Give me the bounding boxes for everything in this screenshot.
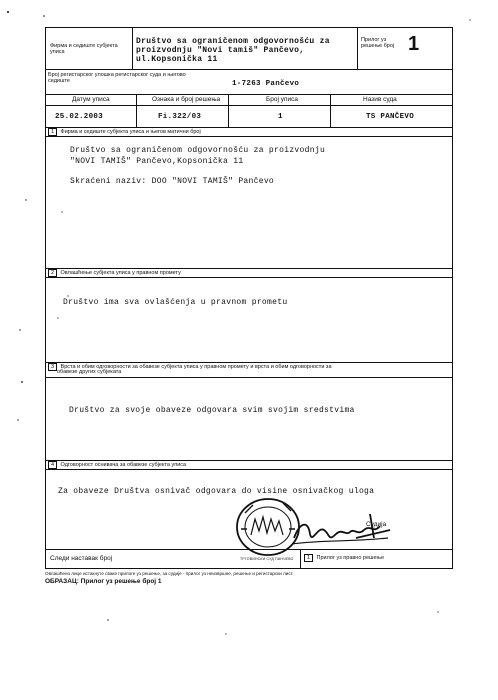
footer-sample: ОБРАЗАЦ: Прилог уз решење број 1 xyxy=(45,578,162,585)
section-1-number: 1 xyxy=(48,128,57,136)
footer-next-sheet: Следи наставак број xyxy=(50,555,113,562)
section-2-text: Društvo ima sva ovlašćenja u pravnom prometu xyxy=(63,298,288,307)
col-header-entry: Број уписа xyxy=(266,96,299,103)
footer-note: Овлашћено лице истакнуте сваке прилоге уз решење, за судије - прилог уз неизвршне, решење и регистарски лист. xyxy=(45,571,294,576)
section-3-label-line-1: Врста и обим одговорности за обавезе субјекта уписа у правном промету и врста и обим одговорности за xyxy=(60,364,332,370)
registry-value: 1-7263 Pančevo xyxy=(232,80,300,88)
section-3-number: 3 xyxy=(48,363,57,371)
section-4-text: Za obaveze Društva osnivač odgovara do visine osnivačkog uloga xyxy=(58,487,375,496)
col-header-court: Назив суда xyxy=(363,96,397,103)
attachment-label: Прилог уз решење број xyxy=(361,37,395,49)
section-2-number: 2 xyxy=(48,269,57,277)
section-1-line-1: Društvo sa ograničenom odgovornošću za proizvodnju xyxy=(70,146,326,155)
col-value-entry: 1 xyxy=(278,113,283,121)
section-4-number: 4 xyxy=(48,461,57,469)
stamp-text: ТРГОВИНСКИ СУД ПАНЧЕВО xyxy=(240,557,294,561)
col-header-date: Датум уписа xyxy=(72,96,110,103)
col-value-date: 25.02.2003 xyxy=(55,113,104,121)
header-left-label: Фирма и седиште субјекта уписа xyxy=(50,43,118,55)
footer-attachment-of-text: Прилог уз правно решење xyxy=(316,555,385,561)
section-3-text: Društvo za svoje obaveze odgovara svim svojim sredstvima xyxy=(69,406,355,415)
section-1-short-name: Skraćeni naziv: DOO "NOVI TAMIŠ" Pančevo xyxy=(70,177,275,186)
registry-label: Број регистарског улошка регистарског суда и његово седиште xyxy=(48,72,186,84)
col-value-decision: Fi.322/03 xyxy=(158,113,202,121)
section-1-line-2: "NOVI TAMIŠ" Pančevo,Kopsonička 11 xyxy=(70,157,244,166)
header-title-line-2: proizvodnju "Novi tamiš" Pančevo, xyxy=(136,46,305,55)
attachment-number: 1 xyxy=(408,33,420,55)
section-1-label-text: Фирма и седиште субјекта уписа и његов матични број xyxy=(60,129,201,135)
header-title-line-3: ul.Kopsonička 11 xyxy=(136,55,218,64)
section-3-label-line-2: обавезе других субјеката xyxy=(57,369,122,375)
header-title-line-1: Društvo sa ograničenom odgovornošću za xyxy=(136,37,330,46)
col-value-court: TS PANČEVO xyxy=(366,113,415,121)
judge-label: Судија xyxy=(366,521,387,528)
section-4-label-text: Одговорност оснивача за обавезе субјекта уписа xyxy=(60,462,187,468)
col-header-decision: Ознака и број решења xyxy=(152,96,221,103)
footer-attachment-number: 1 xyxy=(304,554,313,562)
section-2-label-text: Овлашћење субјекта уписа у правном промету xyxy=(60,270,181,276)
